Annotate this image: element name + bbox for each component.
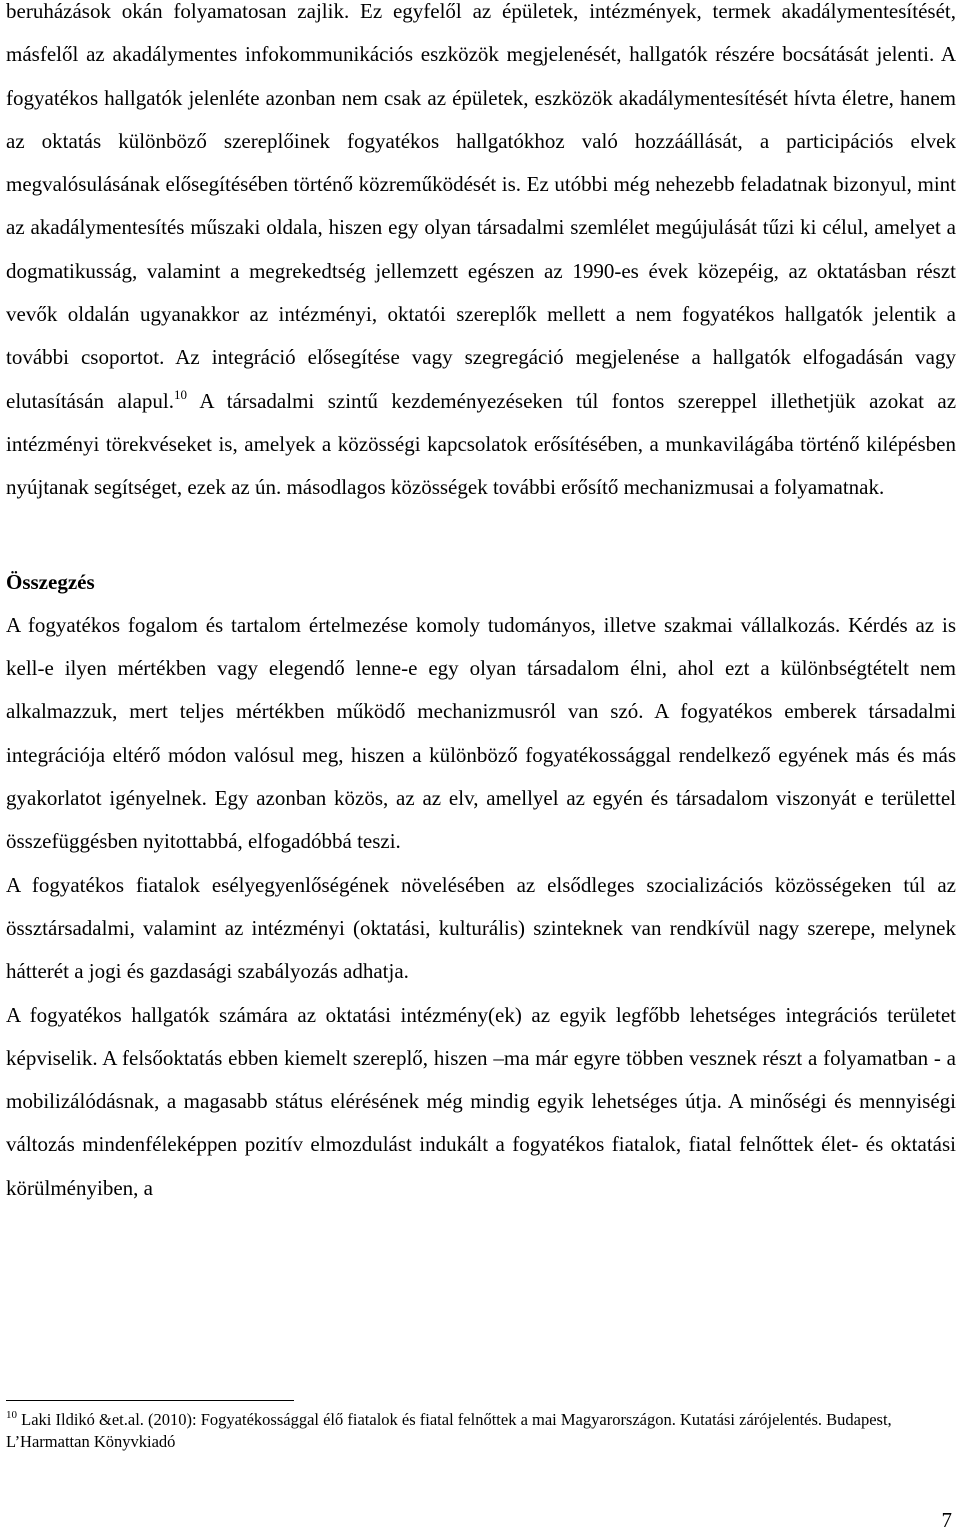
footnote-marker: 10 [6,1409,17,1421]
document-page [6,0,956,1210]
body-paragraph: A fogyatékos hallgatók számára az oktatási intézmény(ek) az egyik legfőbb lehetséges integrációs területet képviselik. A felsőoktatás ebben kiemelt szereplő, hiszen –ma már egyre többen vesznek részt a folyamatban - a mobilizálódásnak, a magasabb státus elérésének még mindig egyik lehetséges útja. A minőségi és mennyiségi változás mindenféleképpen pozitív elmozdulást indukált a fogyatékos fiatalok, fiatal felnőttek élet- és oktatási körülményiben, a [6,1002,956,1200]
paragraph-text: A társadalmi szintű kezdeményezéseken túl fontos szereppel illethetjük azokat az intézményi törekvéseket is, amelyek a közösségi kapcsolatok erősítésében, a munkavilágába történő kilépésben nyújtanak segítséget, ezek az ún. másodlagos közösségek további erősítő mechanizmusai a folyamatnak. [6,388,957,500]
body-paragraph: A fogyatékos fiatalok esélyegyenlőségének növelésében az elsődleges szocializációs közösségeken túl az össztársadalmi, valamint az intézményi (oktatási, kulturális) szinteknek van rendkívül nagy szerepe, melynek hátterét a jogi és gazdasági szabályozás adhatja. [6,872,956,984]
body-paragraph [6,0,956,510]
footnote-text: Laki Ildikó &et.al. (2010): Fogyatékossággal élő fiatalok és fiatal felnőttek a mai Magyarországon. Kutatási zárójelentés. Budapest, L’Harmattan Könyvkiadó [6,1410,892,1451]
footnote [6,1409,946,1453]
footnote-separator [6,1400,294,1401]
footnote-reference[interactable]: 10 [174,386,187,402]
paragraph-text: beruházások okán folyamatosan zajlik. Ez egyfelől az épületek, intézmények, termek akadálymentesítését, másfelől az akadálymentes infokommunikációs eszközök megjelenését, hallgatók részére bocsátását jelenti. A fogyatékos hallgatók jelenléte azonban nem csak az épületek, eszközök akadálymentesítését hívta életre, hanem az oktatás különböző szereplőinek fogyatékos hallgatókhoz való hozzáállását, a participációs elvek megvalósulásának elősegítésében történő közreműködését is. Ez utóbbi még nehezebb feladatnak bizonyul, mint az akadálymentesítés műszaki oldala, hiszen egy olyan társadalmi szemlélet megújulását tűzi ki célul, amelyet a dogmatikusság, valamint a megrekedtség jellemzett egészen az 1990-es évek közepéig, az oktatásban részt vevők oldalán ugyanakkor az intézményi, oktatói szereplők mellett a nem fogyatékos hallgatók jelentik a további csoportot. Az integráció elősegítése vagy szegregáció megjelenése a hallgatók elfogadásán vagy elutasításán alapul. [6,0,956,413]
body-paragraph: A fogyatékos fogalom és tartalom értelmezése komoly tudományos, illetve szakmai vállalkozás. Kérdés az is kell-e ilyen mértékben vagy elegendő lenne-e egy olyan társadalom élni, ahol ezt a különbségtételt nem alkalmazzuk, mert teljes mértékben működő mechanizmusról van szó. A fogyatékos emberek társadalmi integrációja eltérő módon valósul meg, hiszen a különböző fogyatékossággal rendelkező egyének más és más gyakorlatot igényelnek. Egy azonban közös, az az elv, amellyel az egyén és társadalom viszonyát e területtel összefüggésben nyitottabbá, elfogadóbbá teszi. [6,612,956,854]
section-heading: Összegzés [6,569,95,594]
page-number: 7 [941,1508,952,1532]
